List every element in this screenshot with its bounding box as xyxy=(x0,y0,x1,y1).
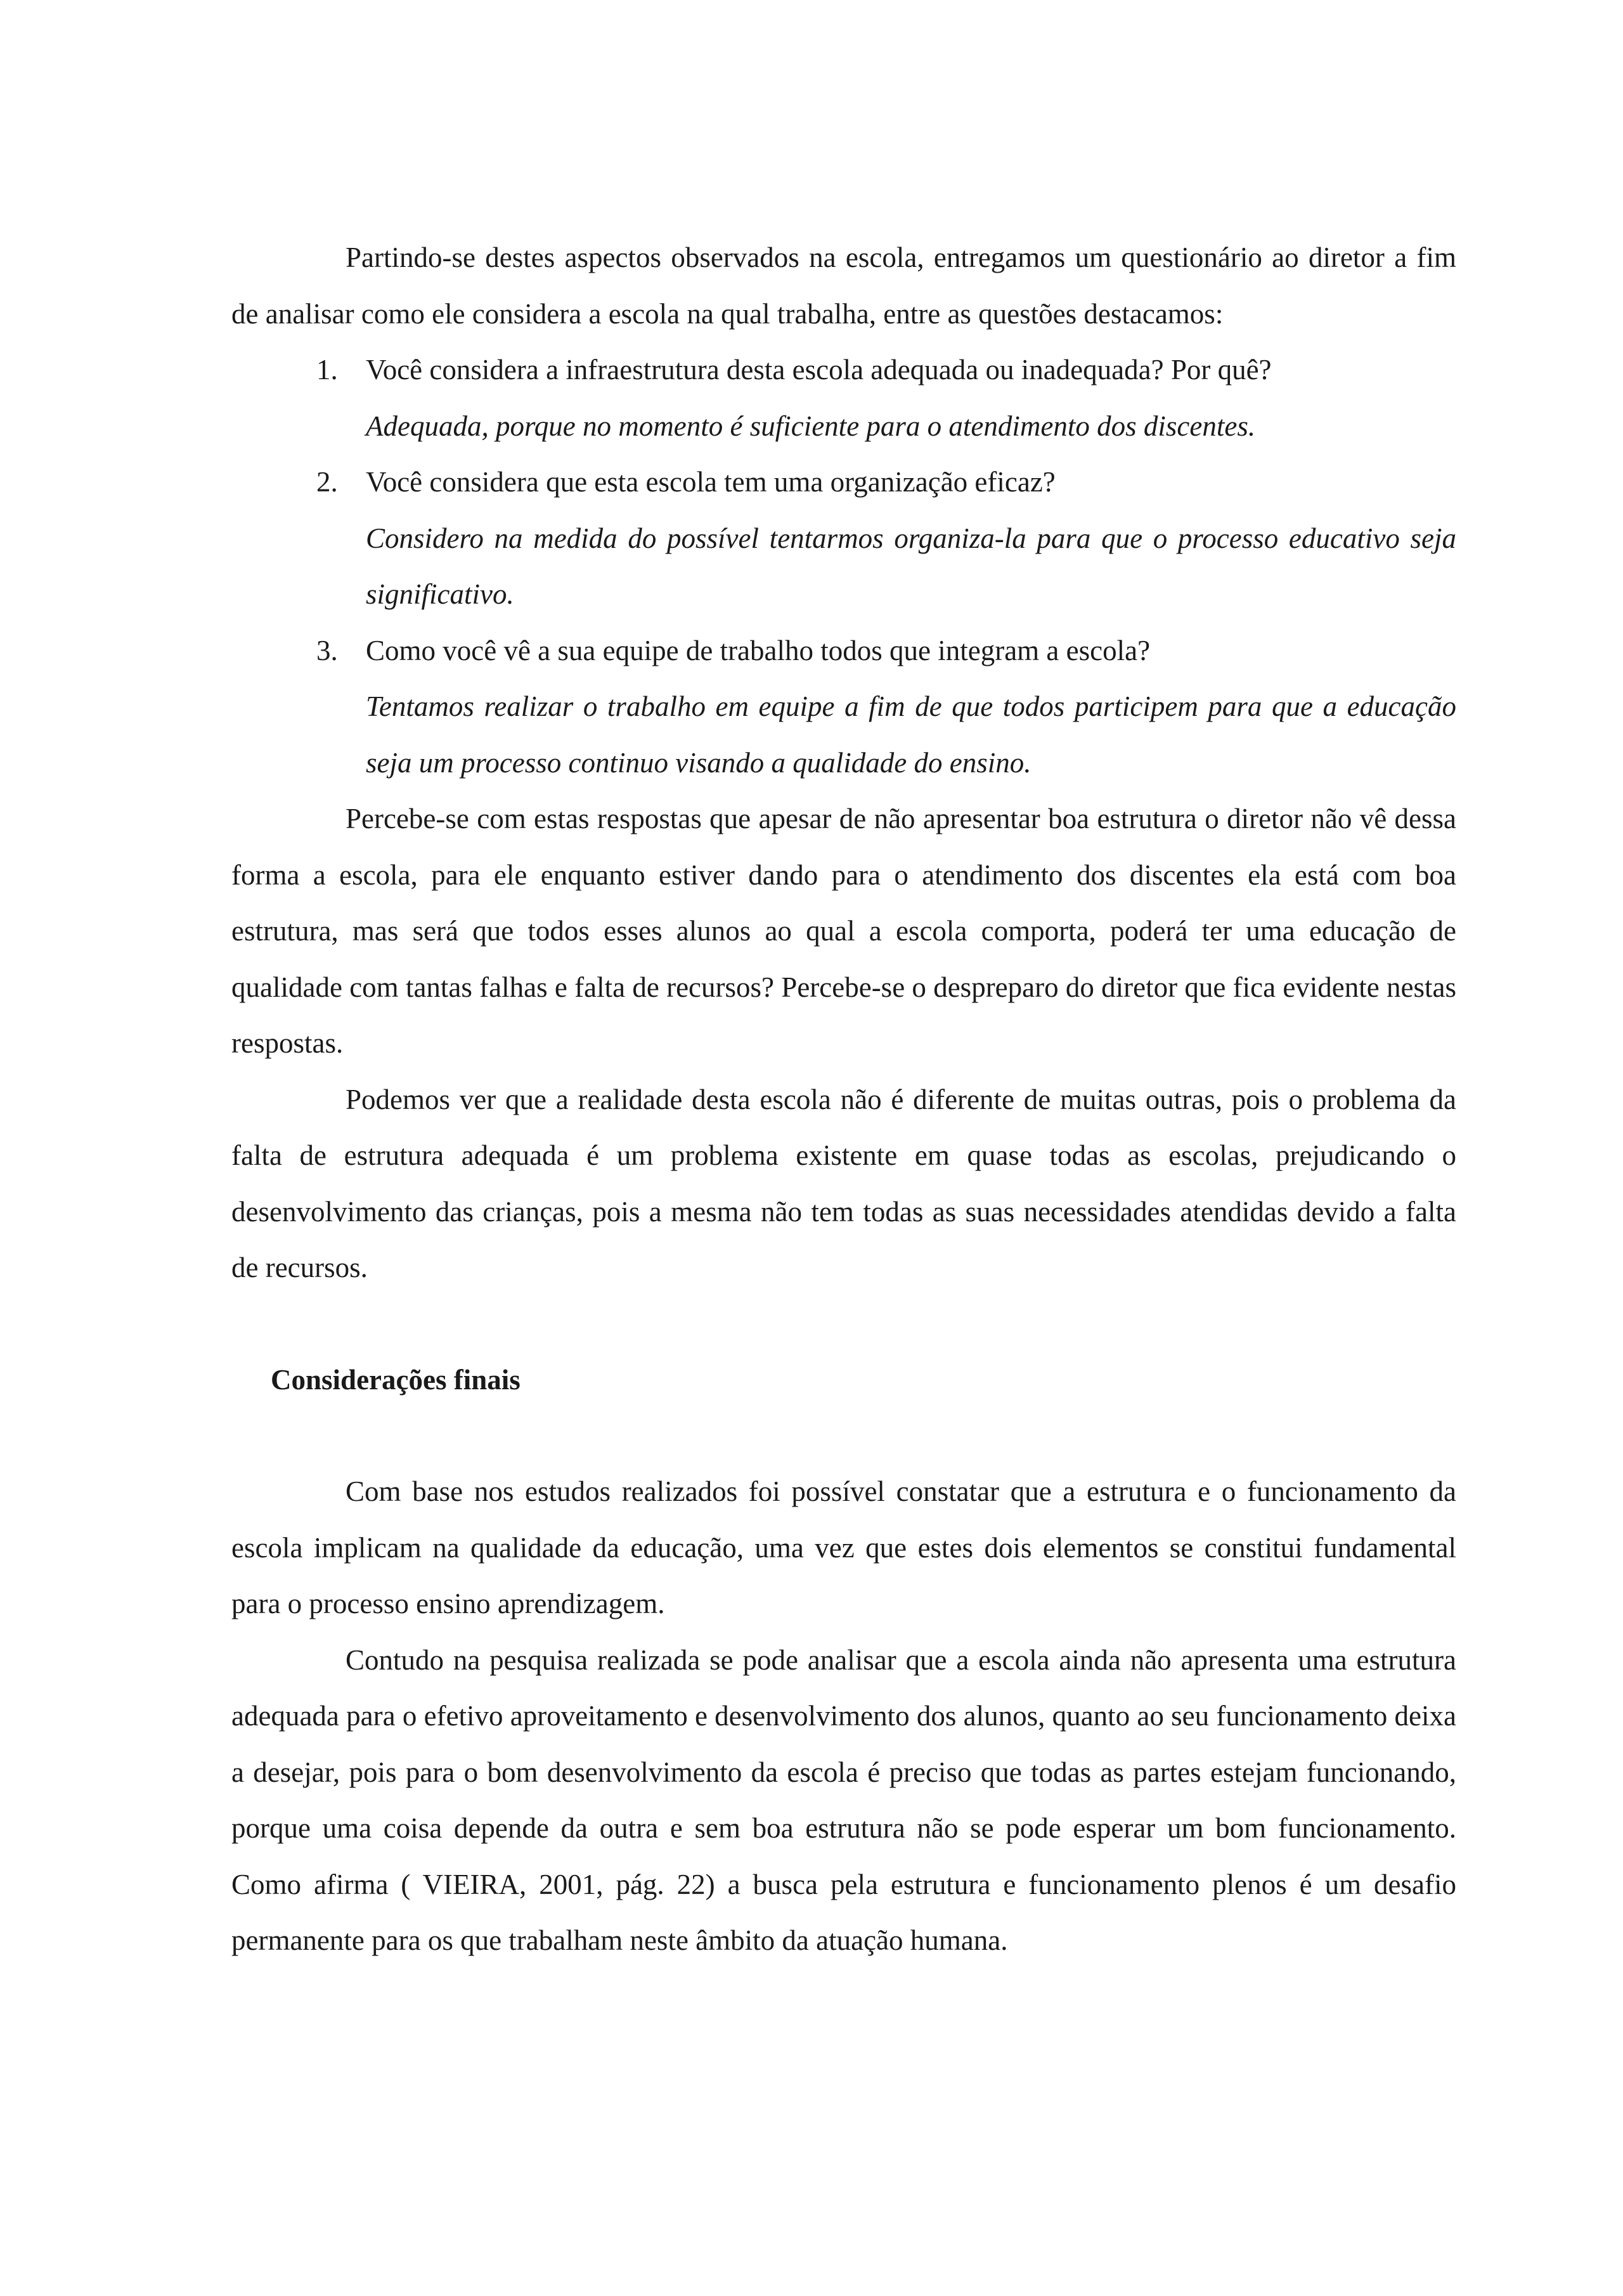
conclusion-paragraph: Contudo na pesquisa realizada se pode analisar que a escola ainda não apresenta uma estrutura adequada para o efetivo aproveitamento e desenvolvimento dos alunos, quanto ao seu funcionamento deixa a desejar, pois para o bom desenvolvimento da escola é preciso que todas as partes estejam funcionando, porque uma coisa depende da outra e sem boa estrutura não se pode esperar um bom funcionamento. Como afirma ( VIEIRA, 2001, pág. 22) a busca pela estrutura e funcionamento plenos é um desafio permanente para os que trabalham neste âmbito da atuação humana. xyxy=(231,1644,1456,1956)
question-text: Você considera que esta escola tem uma organização eficaz? xyxy=(366,466,1056,498)
questionnaire-item xyxy=(316,454,1456,623)
spacer xyxy=(231,1408,1456,1463)
answer-text: Adequada, porque no momento é suficiente para o atendimento dos discentes. xyxy=(366,410,1256,442)
spacer xyxy=(231,1296,1456,1352)
conclusion-paragraph: Com base nos estudos realizados foi possível constatar que a estrutura e o funcionamento da escola implicam na qualidade da educação, uma vez que estes dois elementos se constitui fundamental para o processo ensino aprendizagem. xyxy=(231,1476,1456,1619)
answer-text: Tentamos realizar o trabalho em equipe a fim de que todos participem para que a educação seja um processo continuo visando a qualidade do ensino. xyxy=(366,691,1456,779)
analysis-paragraph: Podemos ver que a realidade desta escola não é diferente de muitas outras, pois o problema da falta de estrutura adequada é um problema existente em quase todas as escolas, prejudicando o desenvolvimento das crianças, pois a mesma não tem todas as suas necessidades atendidas devido a falta de recursos. xyxy=(231,1083,1456,1283)
section-heading: Considerações finais xyxy=(271,1363,521,1396)
intro-paragraph: Partindo-se destes aspectos observados na escola, entregamos um questionário ao diretor a fim de analisar como ele considera a escola na qual trabalha, entre as questões destacamos: xyxy=(231,242,1456,330)
question-text: Como você vê a sua equipe de trabalho todos que integram a escola? xyxy=(366,634,1151,666)
question-number: 3. xyxy=(316,634,338,666)
question-number: 2. xyxy=(316,466,338,498)
question-text: Você considera a infraestrutura desta escola adequada ou inadequada? Por quê? xyxy=(366,354,1272,386)
answer-text: Considero na medida do possível tentarmos organiza-la para que o processo educativo seja significativo. xyxy=(366,522,1456,610)
questionnaire-list xyxy=(231,342,1456,791)
question-number: 1. xyxy=(316,354,338,386)
questionnaire-item xyxy=(316,623,1456,791)
analysis-paragraph: Percebe-se com estas respostas que apesar de não apresentar boa estrutura o diretor não vê dessa forma a escola, para ele enquanto estiver dando para o atendimento dos discentes ela está com boa estrutura, mas será que todos esses alunos ao qual a escola comporta, poderá ter uma educação de qualidade com tantas falhas e falta de recursos? Percebe-se o despreparo do diretor que fica evidente nestas respostas. xyxy=(231,803,1456,1059)
questionnaire-item xyxy=(316,342,1456,454)
document-page xyxy=(231,230,1456,1969)
